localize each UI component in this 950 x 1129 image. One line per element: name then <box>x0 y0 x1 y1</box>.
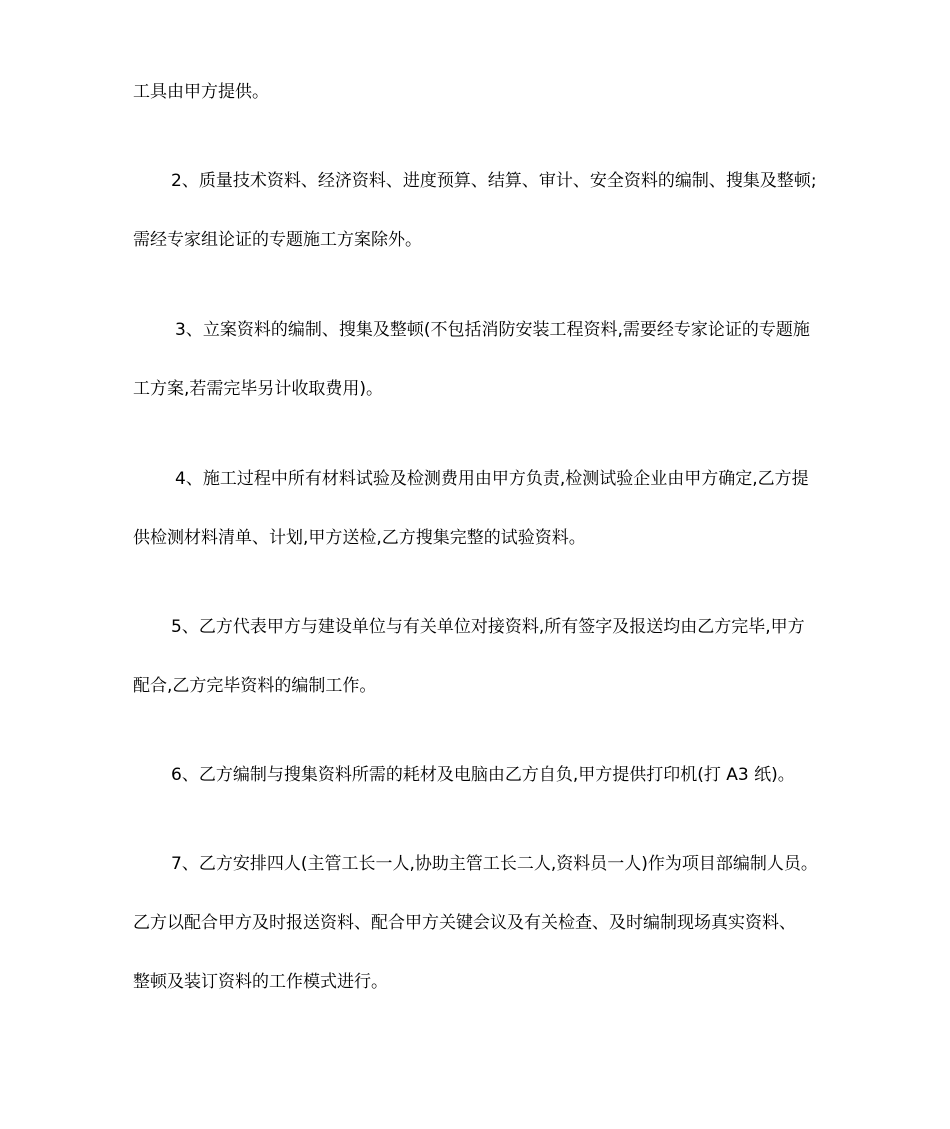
text-line-4: 3、立案资料的编制、搜集及整顿(不包括消防安装工程资料,需要经专家论证的专题施 <box>175 320 810 340</box>
text-line-12: 乙方以配合甲方及时报送资料、配合甲方关键会议及有关检查、及时编制现场真实资料、 <box>133 913 796 933</box>
text-line-10: 6、乙方编制与搜集资料所需的耗材及电脑由乙方自负,甲方提供打印机(打 A3 纸)。 <box>171 765 795 785</box>
text-line-7: 供检测材料清单、计划,甲方送检,乙方搜集完整的试验资料。 <box>133 528 586 548</box>
text-line-5: 工方案,若需完毕另计收取费用)。 <box>133 379 384 399</box>
text-line-6: 4、施工过程中所有材料试验及检测费用由甲方负责,检测试验企业由甲方确定,乙方提 <box>175 469 809 489</box>
text-line-8: 5、乙方代表甲方与建设单位与有关单位对接资料,所有签字及报送均由乙方完毕,甲方 <box>171 617 805 637</box>
text-line-3: 需经专家组论证的专题施工方案除外。 <box>133 230 422 250</box>
text-line-9: 配合,乙方完毕资料的编制工作。 <box>133 676 377 696</box>
text-line-11: 7、乙方安排四人(主管工长一人,协助主管工长二人,资料员一人)作为项目部编制人员。 <box>171 854 818 874</box>
text-line-13: 整顿及装订资料的工作模式进行。 <box>133 972 388 992</box>
text-line-1: 工具由甲方提供。 <box>133 82 269 102</box>
text-line-2: 2、质量技术资料、经济资料、进度预算、结算、审计、安全资料的编制、搜集及整顿; <box>171 171 817 191</box>
